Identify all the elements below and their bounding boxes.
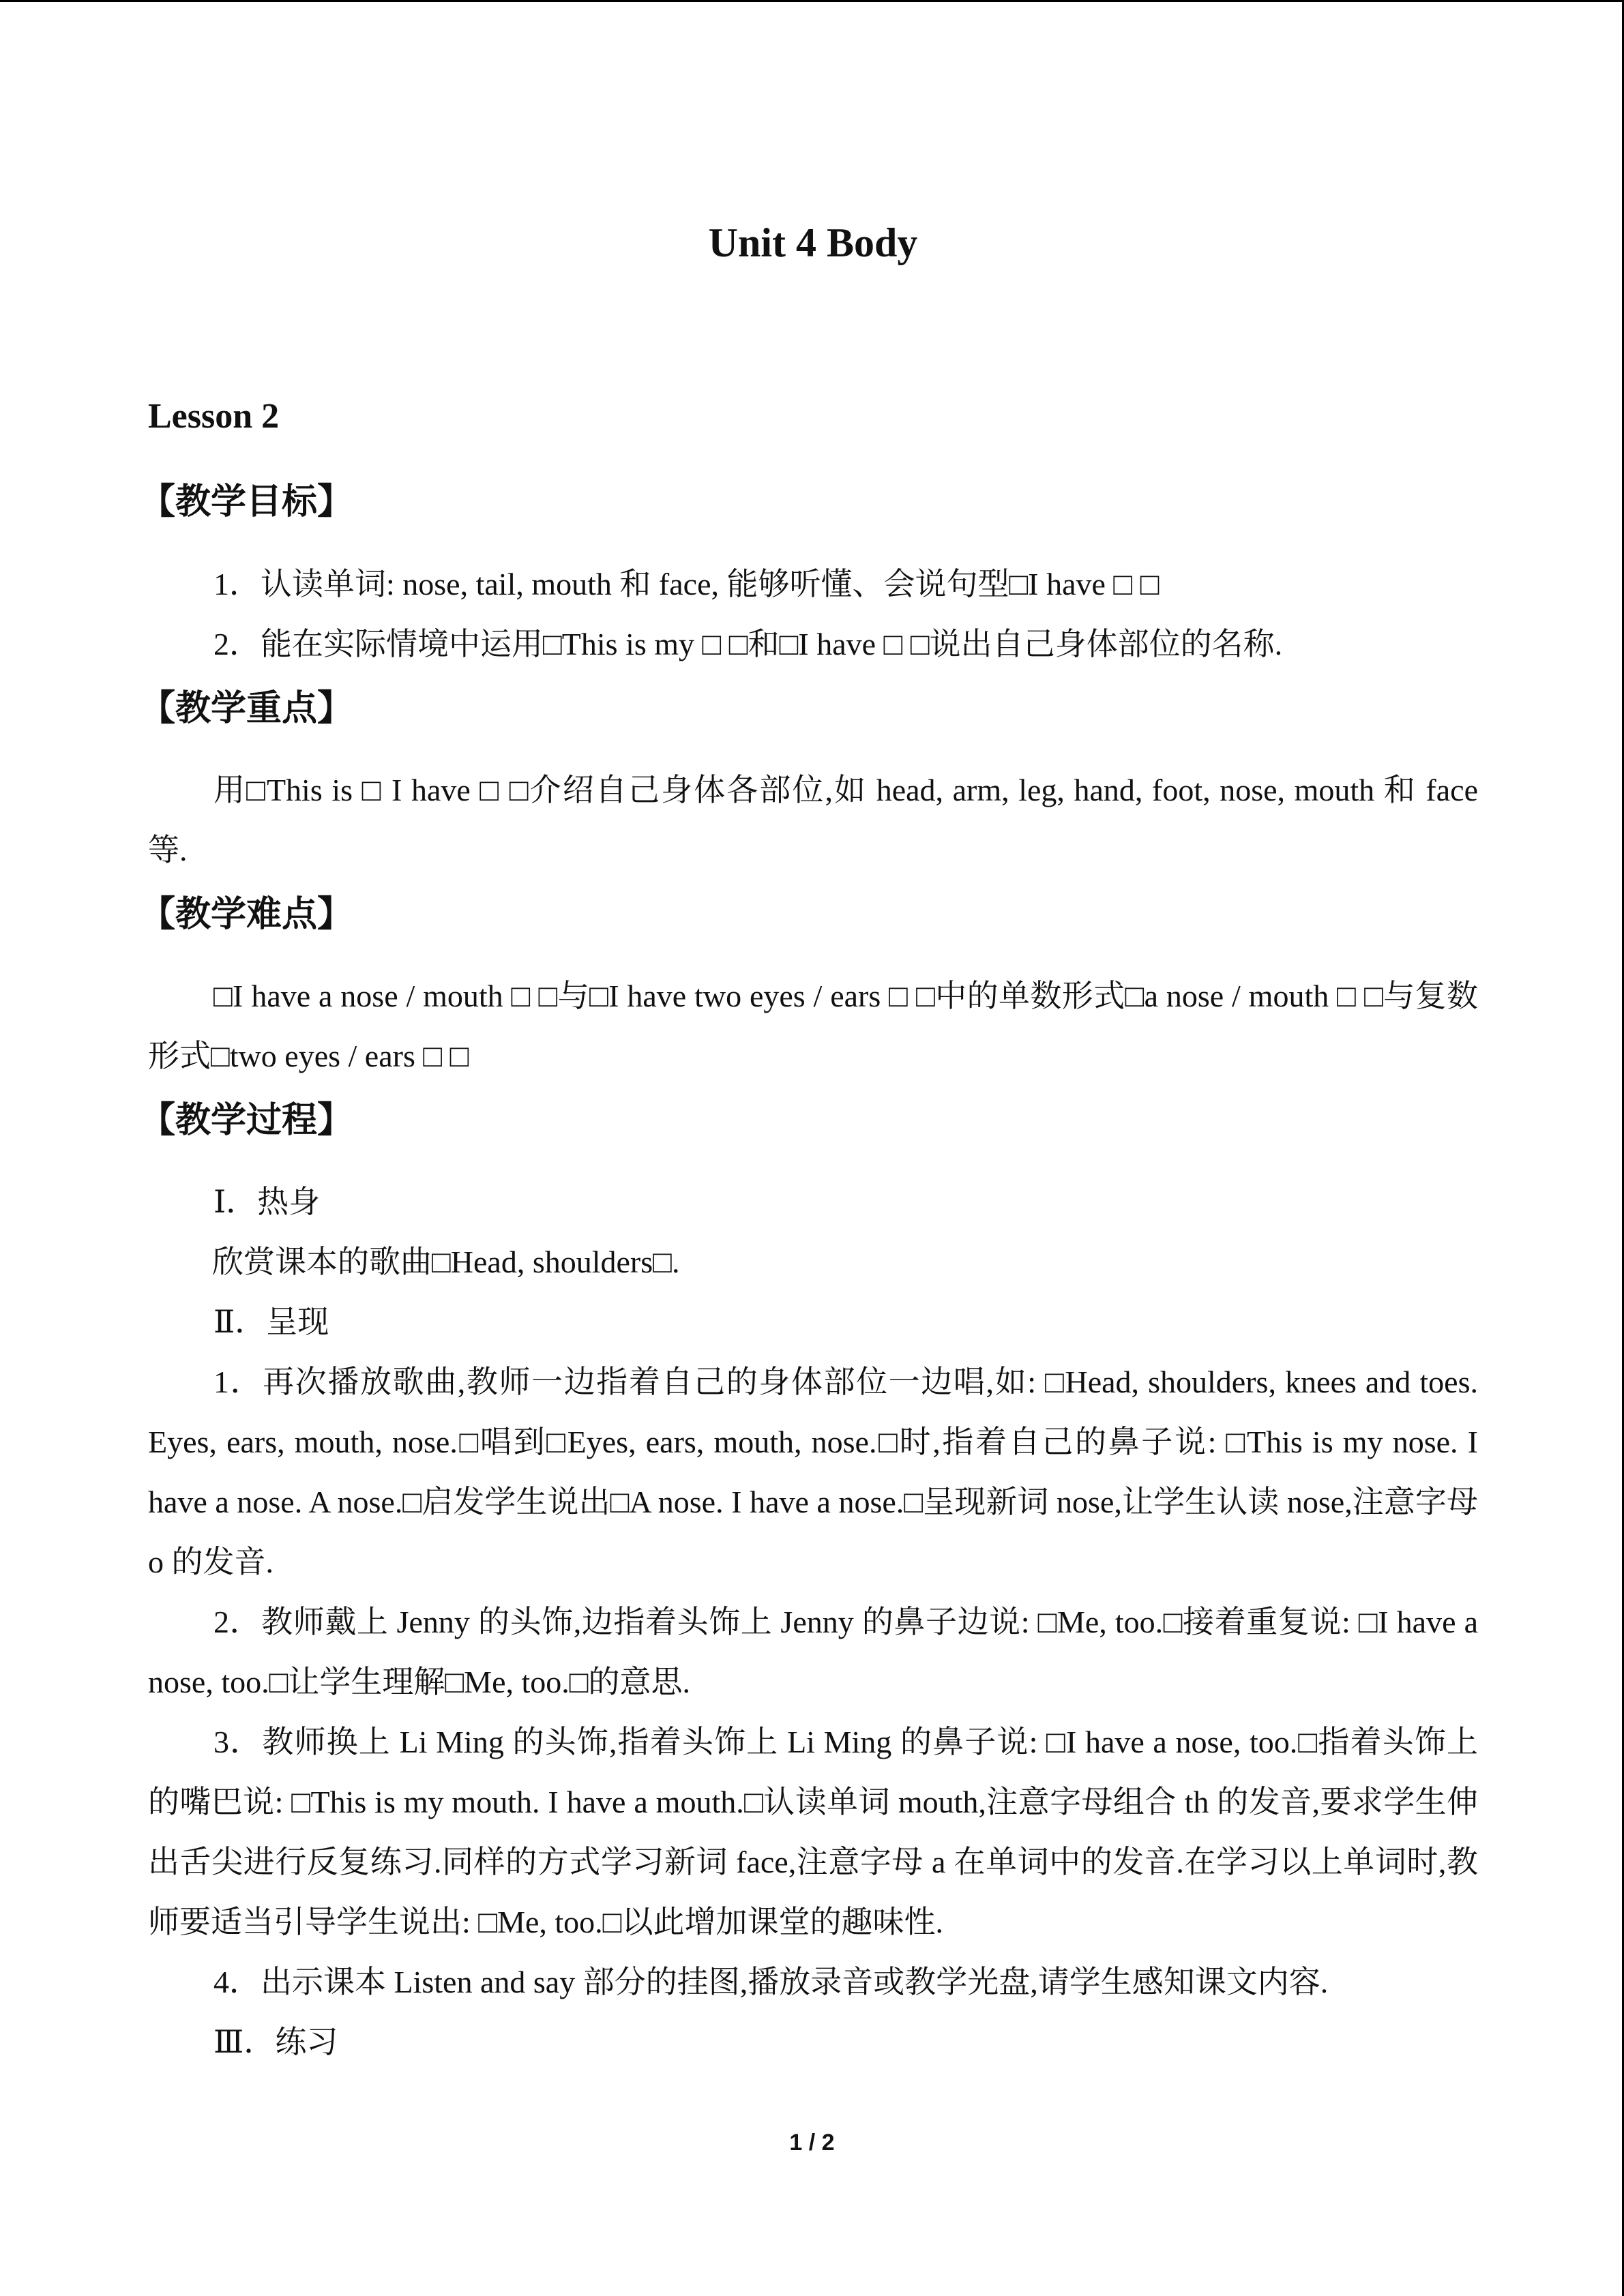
- presentation-step-3: 3．教师换上 Li Ming 的头饰,指着头饰上 Li Ming 的鼻子说: □I have a nose, too.□指着头饰上的嘴巴说: □This is my mouth. I have a mouth.□认读单词 mouth,注意字母组合 th 的发音,要求学生伸出舌尖进行反复练习.同样的方式学习新词 face,注意字母 a 在单词中的发音.在学习以上单词时,教师要适当引导学生说出: □Me, too.□以此增加课堂的趣味性.: [148, 1725, 1478, 1939]
- presentation-step-2: 2．教师戴上 Jenny 的头饰,边指着头饰上 Jenny 的鼻子边说: □Me, too.□接着重复说: □I have a nose, too.□让学生理解□Me, too.□的意思.: [148, 1605, 1478, 1699]
- stage-presentation: Ⅱ．呈现: [213, 1304, 329, 1339]
- page-number: 1 / 2: [789, 2130, 835, 2156]
- objectives-heading: 【教学目标】: [140, 481, 353, 522]
- stage-warmup: Ⅰ．热身: [213, 1184, 321, 1219]
- lesson-heading: Lesson 2: [148, 397, 280, 436]
- difficulties-text: □I have a nose / mouth □ □与□I have two eyes / ears □ □中的单数形式□a nose / mouth □ □与复数形式□two eyes / ears □ □: [148, 979, 1478, 1073]
- difficulties-heading: 【教学难点】: [140, 894, 353, 935]
- document-title: Unit 4 Body: [708, 220, 918, 265]
- key-points-text: 用□This is □ I have □ □介绍自己身体各部位,如 head, arm, leg, hand, foot, nose, mouth 和 face 等.: [148, 773, 1478, 867]
- stage-warmup-text: 欣赏课本的歌曲□Head, shoulders□.: [212, 1244, 680, 1279]
- objective-item-2: 2．能在实际情境中运用□This is my □ □和□I have □ □说出自己身体部位的名称.: [213, 627, 1283, 661]
- key-points-heading: 【教学重点】: [140, 688, 353, 729]
- stage-practice: Ⅲ．练习: [213, 2025, 338, 2059]
- presentation-step-1: 1．再次播放歌曲,教师一边指着自己的身体部位一边唱,如: □Head, shoulders, knees and toes. Eyes, ears, mouth, nose.□唱到□Eyes, ears, mouth, nose.□时,指着自己的鼻子说: □This is my nose. I have a nose. A nose.□启发学生说出□A nose. I have a nose.□呈现新词 nose,让学生认读 nose,注意字母 o 的发音.: [148, 1365, 1478, 1579]
- objective-item-1: 1．认读单词: nose, tail, mouth 和 face, 能够听懂、会说句型□I have □ □: [213, 567, 1160, 601]
- process-heading: 【教学过程】: [140, 1100, 353, 1141]
- presentation-step-4: 4．出示课本 Listen and say 部分的挂图,播放录音或教学光盘,请学生感知课文内容.: [213, 1965, 1329, 1999]
